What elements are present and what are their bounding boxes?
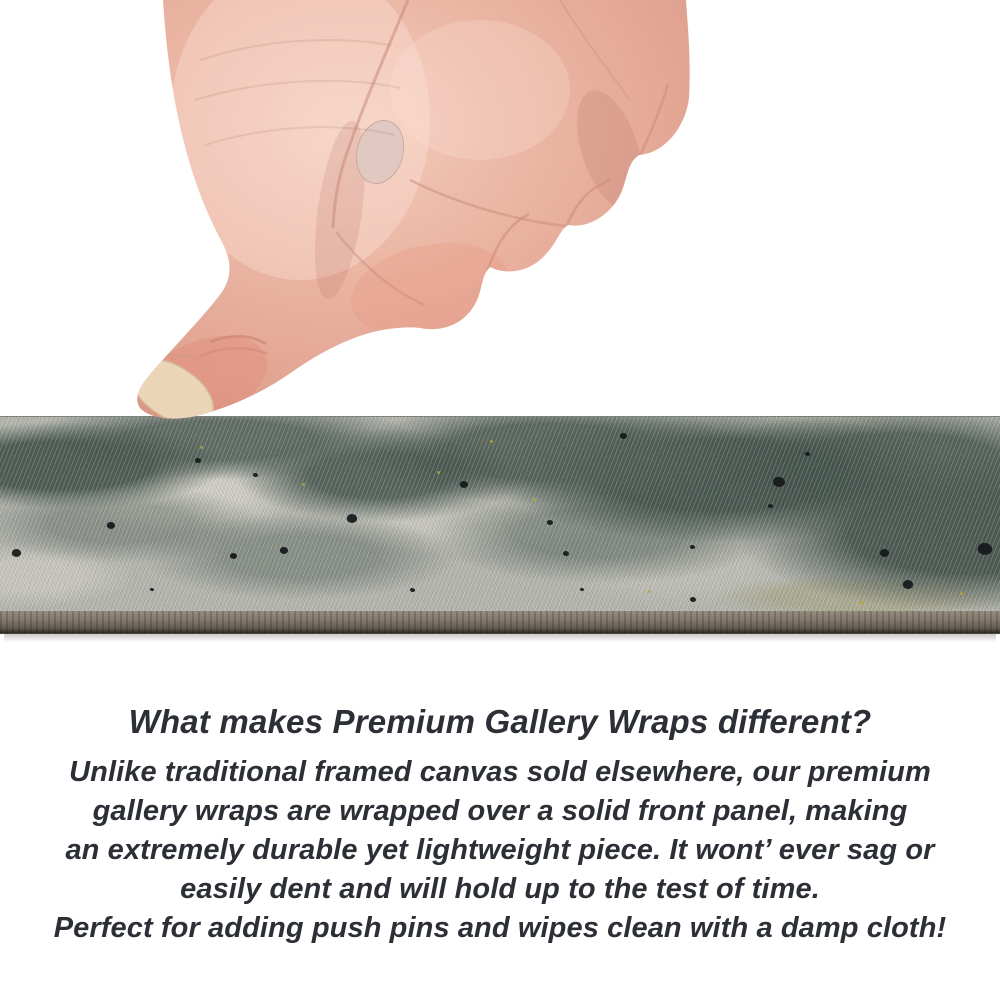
canvas-speck [902, 578, 915, 590]
canvas-speck [580, 587, 585, 591]
canvas-speck [960, 591, 964, 595]
canvas-speck [860, 601, 865, 605]
canvas-speck [11, 547, 22, 558]
canvas-speck [302, 482, 306, 486]
canvas-speck [229, 552, 238, 560]
canvas-speck [194, 457, 202, 464]
canvas-speck [279, 546, 289, 556]
canvas-speck [409, 587, 415, 593]
canvas-texture [0, 416, 1000, 611]
canvas-speck [252, 472, 258, 478]
canvas-speck [767, 503, 773, 509]
canvas-speck [689, 596, 697, 603]
canvas-speck [804, 451, 810, 457]
canvas-speck [200, 446, 204, 450]
marketing-line-1: Unlike traditional framed canvas sold elsewhere, our premium [69, 756, 931, 788]
canvas-speck [619, 431, 628, 439]
canvas-speck [346, 512, 359, 524]
marketing-line-4: easily dent and will hold up to the test of time. [180, 873, 820, 905]
hand-pressing-canvas-photo [0, 0, 1000, 424]
canvas-speck [533, 498, 537, 502]
canvas-speck [459, 480, 469, 490]
marketing-line-3: an extremely durable yet lightweight piece. It wont’ ever sag or [65, 834, 935, 866]
marketing-headline: What makes Premium Gallery Wraps different? [128, 703, 872, 740]
canvas-speck [771, 475, 786, 489]
canvas-speck [562, 550, 570, 557]
canvas-speck [490, 440, 494, 444]
canvas-speck [437, 471, 441, 475]
canvas-drop-shadow [4, 634, 996, 644]
canvas-speck [106, 520, 116, 530]
marketing-line-5: Perfect for adding push pins and wipes clean with a damp cloth! [53, 912, 947, 944]
canvas-speck [150, 587, 155, 591]
marketing-copy [0, 702, 1000, 948]
knuckle-highlight [390, 20, 570, 160]
canvas-speck [879, 547, 890, 558]
marketing-line-2: gallery wraps are wrapped over a solid front panel, making [92, 795, 908, 827]
canvas-speck [648, 589, 652, 593]
canvas-speck [689, 544, 695, 550]
canvas-speck [546, 519, 554, 526]
canvas-speck [976, 541, 994, 558]
canvas-panel-edge [0, 611, 1000, 634]
canvas-wrap-strip [0, 416, 1000, 656]
